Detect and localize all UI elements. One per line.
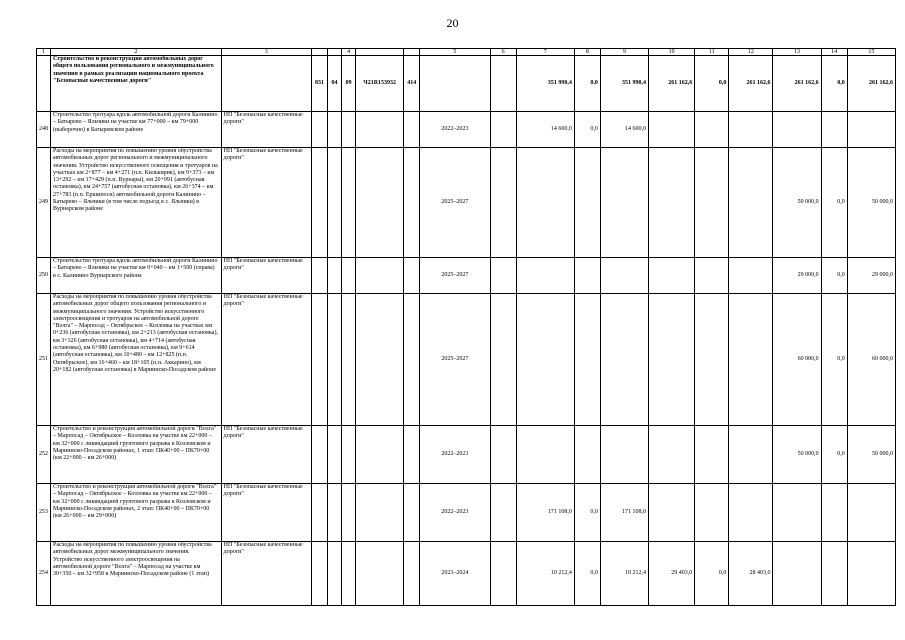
kbk-cell bbox=[404, 426, 420, 484]
table-row bbox=[37, 148, 896, 258]
value-cell: 0,0 bbox=[695, 542, 729, 606]
column-number-cell: 15 bbox=[847, 49, 895, 56]
kbk-cell bbox=[404, 484, 420, 542]
value-cell bbox=[821, 112, 847, 148]
value-cell: 351 990,4 bbox=[600, 56, 648, 112]
kbk-cell bbox=[342, 542, 356, 606]
value-cell: 0,0 bbox=[821, 56, 847, 112]
kbk-cell bbox=[356, 112, 404, 148]
table-row bbox=[37, 542, 896, 606]
kbk-cell bbox=[404, 112, 420, 148]
kbk-cell: Ч21R153932 bbox=[356, 56, 404, 112]
value-cell: 0,0 bbox=[821, 294, 847, 426]
project-cell: НП "Безопасные качественные дороги" bbox=[221, 542, 311, 606]
column-number-row bbox=[37, 49, 896, 56]
value-cell bbox=[574, 294, 600, 426]
kbk-cell bbox=[311, 542, 327, 606]
column-number-cell: 11 bbox=[695, 49, 729, 56]
value-cell: 14 600,0 bbox=[600, 112, 648, 148]
period-cell bbox=[420, 56, 490, 112]
kbk-cell bbox=[404, 542, 420, 606]
value-cell: 0,0 bbox=[821, 148, 847, 258]
value-cell bbox=[600, 148, 648, 258]
table-row bbox=[37, 484, 896, 542]
column-number-cell bbox=[311, 49, 327, 56]
kbk-cell bbox=[311, 484, 327, 542]
table-row bbox=[37, 112, 896, 148]
period-cell: 2025–2027 bbox=[420, 294, 490, 426]
value-cell bbox=[574, 426, 600, 484]
value-cell bbox=[600, 258, 648, 294]
value-cell: 50 000,0 bbox=[847, 426, 895, 484]
kbk-cell bbox=[342, 484, 356, 542]
value-cell bbox=[600, 294, 648, 426]
kbk-cell bbox=[342, 258, 356, 294]
value-cell bbox=[773, 112, 821, 148]
row-number-cell: 254 bbox=[37, 542, 51, 606]
value-cell bbox=[516, 294, 574, 426]
table-row bbox=[37, 294, 896, 426]
project-cell bbox=[221, 56, 311, 112]
item-name-cell: Расходы на мероприятия по повышению уровня обустройства автомобильных дорог межмуниципального значения. Устройство искусственного электроосвещения на автомобильной дороге "Волга" – Марпосад на участке км 30+350 – км 32+958 в Мариинско-Посадском районе (1 этап) bbox=[51, 542, 222, 606]
kbk-cell bbox=[356, 426, 404, 484]
row-number-cell: 249 bbox=[37, 148, 51, 258]
value-cell: 0,0 bbox=[574, 56, 600, 112]
value-cell bbox=[847, 542, 895, 606]
value-cell: 261 162,6 bbox=[773, 56, 821, 112]
value-cell bbox=[847, 112, 895, 148]
period-cell: 2025–2027 bbox=[420, 258, 490, 294]
column-number-cell: 7 bbox=[516, 49, 574, 56]
kbk-cell bbox=[328, 294, 342, 426]
value-cell: 261 162,6 bbox=[847, 56, 895, 112]
value-cell: 171 108,0 bbox=[600, 484, 648, 542]
period-cell: 2023–2024 bbox=[420, 542, 490, 606]
kbk-cell bbox=[328, 258, 342, 294]
value-cell bbox=[695, 484, 729, 542]
value-cell bbox=[649, 112, 695, 148]
kbk-cell bbox=[311, 426, 327, 484]
value-cell bbox=[847, 484, 895, 542]
project-cell: НП "Безопасные качественные дороги" bbox=[221, 484, 311, 542]
value-cell bbox=[695, 258, 729, 294]
column-number-cell: 9 bbox=[600, 49, 648, 56]
project-cell: НП "Безопасные качественные дороги" bbox=[221, 148, 311, 258]
value-cell: 50 000,0 bbox=[773, 426, 821, 484]
value-cell bbox=[729, 258, 773, 294]
value-cell: 351 990,4 bbox=[516, 56, 574, 112]
column-number-cell: 8 bbox=[574, 49, 600, 56]
value-cell bbox=[649, 426, 695, 484]
empty-cell bbox=[490, 426, 516, 484]
empty-cell bbox=[490, 258, 516, 294]
value-cell bbox=[729, 426, 773, 484]
value-cell: 0,0 bbox=[821, 426, 847, 484]
value-cell: 10 212,4 bbox=[600, 542, 648, 606]
value-cell bbox=[600, 426, 648, 484]
column-number-cell: 5 bbox=[420, 49, 490, 56]
kbk-cell bbox=[328, 112, 342, 148]
value-cell bbox=[695, 426, 729, 484]
kbk-cell bbox=[404, 148, 420, 258]
value-cell: 60 000,0 bbox=[773, 294, 821, 426]
program-name-cell: Строительство и реконструкция автомобильных дорог общего пользования регионального и межмуниципального значения в рамках реализации национального проекта "Безопасные качественные дороги" bbox=[51, 56, 222, 112]
kbk-cell bbox=[356, 294, 404, 426]
project-cell: НП "Безопасные качественные дороги" bbox=[221, 112, 311, 148]
kbk-cell: 09 bbox=[342, 56, 356, 112]
value-cell bbox=[516, 258, 574, 294]
column-number-cell bbox=[356, 49, 404, 56]
value-cell: 171 108,0 bbox=[516, 484, 574, 542]
kbk-cell bbox=[311, 258, 327, 294]
value-cell bbox=[695, 112, 729, 148]
column-number-cell: 3 bbox=[221, 49, 311, 56]
value-cell: 0,0 bbox=[574, 484, 600, 542]
value-cell: 0,0 bbox=[821, 258, 847, 294]
table-row bbox=[37, 258, 896, 294]
value-cell bbox=[574, 258, 600, 294]
period-cell: 2025–2027 bbox=[420, 148, 490, 258]
empty-cell bbox=[490, 148, 516, 258]
kbk-cell bbox=[328, 426, 342, 484]
kbk-cell bbox=[342, 294, 356, 426]
value-cell: 50 000,0 bbox=[773, 148, 821, 258]
kbk-cell bbox=[356, 258, 404, 294]
value-cell: 60 000,0 bbox=[847, 294, 895, 426]
column-number-cell: 13 bbox=[773, 49, 821, 56]
kbk-cell bbox=[342, 112, 356, 148]
kbk-cell bbox=[342, 148, 356, 258]
column-number-cell: 6 bbox=[490, 49, 516, 56]
value-cell bbox=[729, 484, 773, 542]
column-number-cell bbox=[404, 49, 420, 56]
row-number-cell: 252 bbox=[37, 426, 51, 484]
kbk-cell: 04 bbox=[328, 56, 342, 112]
item-name-cell: Расходы на мероприятия по повышению уровня обустройства автомобильных дорог общего пользования регионального и межмуниципального значения. Устройство искусственного электроосвещения и тротуаров на автомобильной дороге "Волга" – Марпосад – Октябрьское – Козловка на участках км 0+236 (автобусная остановка), км 2+213 (автобусная остановка), км 3+326 (автобусная остановка), км 4+714 (автобусная остановка), км 6+980 (автобусная остановка), км 9+614 (автобусная остановка), км 10+480 – км 12+825 (п.п. Октябрьское), км 16+460 – км 18+105 (п.п. Аккарино), км 20+182 (автобусная остановка) в Мариинско-Посадском районе bbox=[51, 294, 222, 426]
column-number-cell: 14 bbox=[821, 49, 847, 56]
project-cell: НП "Безопасные качественные дороги" bbox=[221, 426, 311, 484]
empty-cell bbox=[490, 294, 516, 426]
item-name-cell: Строительство и реконструкция автомобильной дороги "Волга" – Марпосад – Октябрьское – Козловка на участке км 22+000 – км 32+000 с ликвидацией грунтового разрыва в Козловском и Мариинско-Посадском районах, 1 этап: ПК40+00 – ПК70+00 (км 22+000 – км 26+000) bbox=[51, 426, 222, 484]
value-cell bbox=[516, 426, 574, 484]
column-number-cell: 1 bbox=[37, 49, 51, 56]
value-cell: 14 600,0 bbox=[516, 112, 574, 148]
kbk-cell: 831 bbox=[311, 56, 327, 112]
value-cell: 0,0 bbox=[574, 542, 600, 606]
value-cell bbox=[649, 148, 695, 258]
value-cell: 29 000,0 bbox=[773, 258, 821, 294]
kbk-cell bbox=[356, 148, 404, 258]
program-header-row bbox=[37, 56, 896, 112]
row-number-cell bbox=[37, 56, 51, 112]
kbk-cell bbox=[311, 112, 327, 148]
row-number-cell: 250 bbox=[37, 258, 51, 294]
value-cell: 261 162,6 bbox=[649, 56, 695, 112]
value-cell bbox=[516, 148, 574, 258]
value-cell bbox=[649, 258, 695, 294]
item-name-cell: Строительство тротуара вдоль автомобильной дороги Калинино – Батырево – Яльчики на участке км 0+040 – км 1+500 (справа) в с. Калинино Вурнарского района bbox=[51, 258, 222, 294]
kbk-cell bbox=[311, 294, 327, 426]
kbk-cell bbox=[404, 294, 420, 426]
value-cell bbox=[729, 112, 773, 148]
value-cell: 0,0 bbox=[574, 112, 600, 148]
kbk-cell bbox=[328, 148, 342, 258]
value-cell bbox=[695, 148, 729, 258]
item-name-cell: Строительство и реконструкция автомобильной дороги "Волга" – Марпосад – Октябрьское – Козловка на участке км 22+000 – км 32+000 с ликвидацией грунтового разрыва в Козловском и Мариинско-Посадском районах, 2 этап: ПК40+00 – ПК70+00 (км 26+000 – км 29+000) bbox=[51, 484, 222, 542]
column-number-cell: 12 bbox=[729, 49, 773, 56]
value-cell bbox=[821, 542, 847, 606]
empty-cell bbox=[490, 56, 516, 112]
kbk-cell bbox=[404, 258, 420, 294]
value-cell bbox=[729, 148, 773, 258]
empty-cell bbox=[490, 542, 516, 606]
value-cell: 29 000,0 bbox=[847, 258, 895, 294]
value-cell bbox=[821, 484, 847, 542]
kbk-cell: 414 bbox=[404, 56, 420, 112]
column-number-cell: 4 bbox=[342, 49, 356, 56]
value-cell bbox=[773, 542, 821, 606]
value-cell bbox=[574, 148, 600, 258]
value-cell: 28 403,0 bbox=[729, 542, 773, 606]
item-name-cell: Строительство тротуара вдоль автомобильной дороги Калинино – Батырево – Яльчики на участке км 77+000 – км 79+000 (выборочно) в Батыревском районе bbox=[51, 112, 222, 148]
budget-table bbox=[36, 48, 896, 606]
row-number-cell: 251 bbox=[37, 294, 51, 426]
kbk-cell bbox=[328, 484, 342, 542]
page-number: 20 bbox=[446, 16, 459, 30]
empty-cell bbox=[490, 112, 516, 148]
value-cell bbox=[649, 294, 695, 426]
project-cell: НП "Безопасные качественные дороги" bbox=[221, 258, 311, 294]
kbk-cell bbox=[356, 484, 404, 542]
column-number-cell bbox=[328, 49, 342, 56]
value-cell: 0,0 bbox=[695, 56, 729, 112]
kbk-cell bbox=[311, 148, 327, 258]
empty-cell bbox=[490, 484, 516, 542]
value-cell: 261 162,6 bbox=[729, 56, 773, 112]
kbk-cell bbox=[342, 426, 356, 484]
row-number-cell: 248 bbox=[37, 112, 51, 148]
value-cell bbox=[773, 484, 821, 542]
value-cell bbox=[649, 484, 695, 542]
column-number-cell: 10 bbox=[649, 49, 695, 56]
value-cell: 29 403,0 bbox=[649, 542, 695, 606]
value-cell: 50 000,0 bbox=[847, 148, 895, 258]
period-cell: 2022–2023 bbox=[420, 484, 490, 542]
kbk-cell bbox=[328, 542, 342, 606]
item-name-cell: Расходы на мероприятия по повышению уровня обустройства автомобильных дорог регионального и межмуниципального значения. Устройство искусственного освещения и тротуаров на участках км 2+877 – км 4+271 (п.п. Килькирик), км 9+373 – км 13+292 – км 17+429 (п.п. Вурнары), км 20+991 (автобусная остановка), км 24+757 (автобусная остановка), км 26+374 – км 27+783 (п.п. Ершипоси) автомобильной дороги Калинино – Батырево – Яльчики (в том числе подъезд к с. Яльчики) в Вурнарском районе bbox=[51, 148, 222, 258]
period-cell: 2022–2023 bbox=[420, 112, 490, 148]
value-cell: 10 212,4 bbox=[516, 542, 574, 606]
row-number-cell: 253 bbox=[37, 484, 51, 542]
value-cell bbox=[695, 294, 729, 426]
project-cell: НП "Безопасные качественные дороги" bbox=[221, 294, 311, 426]
kbk-cell bbox=[356, 542, 404, 606]
column-number-cell: 2 bbox=[51, 49, 222, 56]
value-cell bbox=[729, 294, 773, 426]
table-row bbox=[37, 426, 896, 484]
period-cell: 2022–2023 bbox=[420, 426, 490, 484]
